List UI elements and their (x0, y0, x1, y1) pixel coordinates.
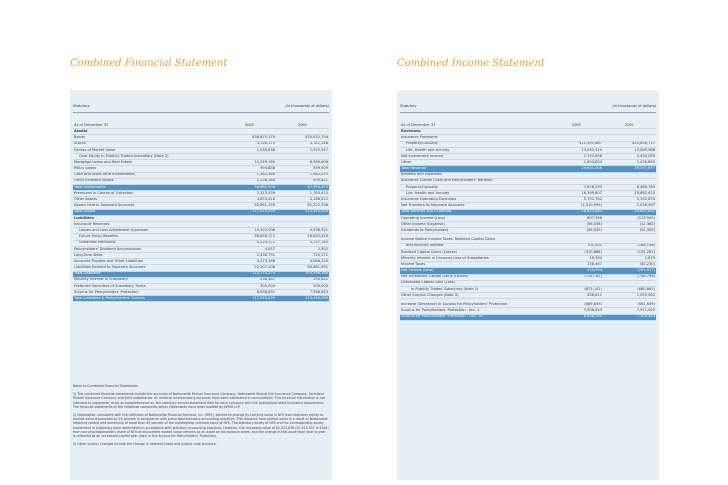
row-label: Policy Loans (73, 166, 223, 172)
row-label: Increase (Decrease) in Surplus for Policyholders' Protection (400, 302, 550, 308)
value-2002: 1,893,834 (550, 160, 603, 166)
row-label: Total Assets (73, 209, 223, 215)
value-2002: 4,229,272 (223, 240, 276, 246)
value-2001: 105,596,166 (276, 271, 329, 277)
value-2002: (689,849) (550, 302, 603, 308)
value-2002: 10,322,006 (223, 228, 276, 234)
value-2001: (30,230) (603, 262, 656, 268)
row-label: Liabilities Related to Separate Accounts (73, 265, 223, 271)
value-2001: 8,580,608 (276, 160, 329, 166)
row-label: Future Policy Benefits (73, 234, 223, 240)
value-2002: 701,551 (550, 243, 603, 249)
value-2002: 5,792,762 (550, 197, 603, 203)
row-label: Unrealized Capital Gain (Loss) (400, 280, 550, 286)
value-2001: 1,082,075 (276, 172, 329, 178)
value-2002: 4,273,166 (223, 259, 276, 265)
income-statement-title: Combined Income Statement (397, 58, 545, 69)
value-2001: 29,557,697 (603, 166, 656, 172)
value-2001: 509,821 (276, 178, 329, 184)
financial-header (73, 104, 329, 108)
row-label: Minority Interest in Subsidiary (73, 277, 223, 283)
income-header (400, 104, 656, 108)
column-header-2002: 2002 (223, 123, 276, 129)
row-label: Other Assets (73, 197, 223, 203)
row-label: Excess of Market Value (73, 147, 223, 153)
value-2001: 720,171 (276, 252, 329, 258)
value-2002: 28,823,663 (550, 209, 603, 215)
row-label: Total Benefits and Expenses (400, 209, 550, 215)
row-label: Assets (73, 129, 223, 135)
row-label: Insurance Premiums (400, 135, 550, 141)
row-label: Premiums in Course of Collection (73, 191, 223, 197)
value-2002: 3,134,175 (223, 141, 276, 147)
row-label: Net Income (Loss) (400, 268, 550, 274)
value-2001: 15,881,615 (603, 191, 656, 197)
value-2001: 2,430,085 (603, 153, 656, 159)
row-label: Operating Income (Loss) (400, 215, 550, 221)
row-label: Long-Term Debt (73, 252, 223, 258)
value-2002: 117,910,439 (223, 296, 276, 302)
row-label: Income Taxes (400, 262, 550, 268)
value-2001: 3,188,512 (276, 197, 329, 203)
value-2001: 26,632,416 (276, 234, 329, 240)
row-label: Life, Health and Annuity (400, 191, 550, 197)
value-2001: 290,641 (276, 277, 329, 283)
value-2002: 36,856,772 (223, 234, 276, 240)
value-2001: 1,783,415 (276, 191, 329, 197)
value-2002: (56,038) (550, 222, 603, 228)
value-2001: (748,798) (603, 274, 656, 280)
value-2001: $10,630,727 (603, 141, 656, 147)
value-2001: (188,136) (603, 243, 656, 249)
value-2002: 994,838 (223, 166, 276, 172)
row-label: Other (400, 160, 550, 166)
row-label: Mortgage Loans and Real Estate (73, 160, 223, 166)
value-2002: 138,497 (550, 262, 603, 268)
value-2001: 8,486,784 (603, 184, 656, 190)
row-label: Liabilities (73, 215, 223, 221)
units-label: (in thousands of dollars) (285, 104, 329, 108)
value-2002: 7,876,293 (550, 184, 603, 190)
value-2001: 2,030,567 (603, 203, 656, 209)
value-2002: 4,057 (223, 246, 276, 252)
total-row (73, 296, 329, 302)
row-label: Total Liabilities (73, 271, 223, 277)
header-divider (400, 112, 656, 113)
value-2002: 6,838,795 (550, 314, 603, 320)
value-2001: 29,691,642 (603, 209, 656, 215)
value-2002: $11,391,887 (550, 141, 603, 147)
row-label: Assets Held in Separate Accounts (73, 203, 223, 209)
row-label: Revenues (400, 129, 550, 135)
row-label: Life, Health and Annuity (400, 147, 550, 153)
row-label: Surplus for Policyholders' Protection (73, 290, 223, 296)
column-header-2002: 2002 (550, 123, 603, 129)
value-2002: 16,399,607 (550, 191, 603, 197)
row-label: Surplus for Policyholders' Protection - Jan. 1 (400, 308, 550, 314)
value-2001: (135,281) (603, 249, 656, 255)
row-label: Net Transfers to Separate Accounts (400, 203, 550, 209)
column-header-label: As of December 31 (400, 123, 550, 129)
note-paragraph: 3) Other surplus changes include the change in deferred taxes and surplus note issuance. (73, 442, 217, 447)
row-label: Benefits and Expenses (400, 172, 550, 178)
value-2001: 47,250,475 (276, 184, 329, 190)
row-label: Policyholders' Dividend Accumulation (73, 246, 223, 252)
value-2001: (12,362) (603, 222, 656, 228)
value-2002: (49,939) (550, 228, 603, 234)
value-2002: 18,354 (550, 255, 603, 261)
value-2001: 599,509 (276, 166, 329, 172)
balance-sheet-table (73, 123, 329, 302)
row-label: Other Surplus Changes (Note 3) (400, 293, 550, 299)
value-2002: 1,438,791 (223, 252, 276, 258)
value-2001: 7,309,443 (603, 314, 656, 320)
value-2001: 5,292,676 (603, 197, 656, 203)
value-2002: 1,361,368 (223, 172, 276, 178)
value-2002: (310,668) (550, 249, 603, 255)
row-label: and Minority Interest (400, 243, 550, 249)
row-label: Realized Capital Gains (Losses) (400, 249, 550, 255)
units-label: (in thousands of dollars) (612, 104, 656, 108)
value-2002: 2,792,856 (550, 153, 603, 159)
column-header-2001: 2001 (276, 123, 329, 129)
value-2002: 29,631,006 (550, 166, 603, 172)
value-2002: 300,000 (223, 283, 276, 289)
row-label: Total Revenue (400, 166, 550, 172)
value-2001: 113,445,089 (276, 209, 329, 215)
value-2002: 13,562,329 (550, 147, 603, 153)
notes-heading: Notes to Combined Financial Statements (73, 384, 139, 388)
value-2002: 1,236,160 (223, 178, 276, 184)
value-2001: 7,971,092 (603, 308, 656, 314)
value-2002: 10,249,180 (223, 160, 276, 166)
value-2002: 52,207,206 (223, 265, 276, 271)
value-2001: 113,445,089 (276, 296, 329, 302)
value-2002: 6,838,631 (223, 290, 276, 296)
header-divider (73, 112, 329, 113)
value-2001: 3,737,145 (276, 240, 329, 246)
value-2002: $38,875,179 (223, 135, 276, 141)
financial-statement-panel (70, 90, 332, 480)
value-2001: 3,781,148 (276, 141, 329, 147)
income-statement-panel (397, 90, 659, 480)
row-label: Cash and Short-Term Investments (73, 172, 223, 178)
value-2002: 1,033,838 (223, 147, 276, 153)
value-2001: (52,329) (603, 228, 656, 234)
row-label: Over Equity in Publicly Traded Subsidiary (Note 2) (73, 153, 223, 159)
value-2002: 52,861,155 (223, 203, 276, 209)
value-2001: 61,222,336 (276, 203, 329, 209)
value-2002: 456,811 (550, 293, 603, 299)
value-2002: 110,175,270 (223, 271, 276, 277)
row-label: Total Investments (73, 184, 223, 190)
row-label: Accounts Payable and Other Liabilities (73, 259, 223, 265)
row-label: Total Liabilities & Policyholders' Surplus (73, 296, 223, 302)
row-label: Minority Interest in (Income) Loss of Subsidiaries (400, 255, 550, 261)
note-paragraph: 2) Nationwide, consistent with the definition of Nationwide Financial Services, Inc. (NFS), elected to change its carrying value in NFS from statutory equity to market value discounted by 25 percent in accordance with prescribed statutory accounting practices. This discount from market value is a result of Nationwide retaining control and ownership of more than 63 percent of the outstanding common stock of NFS. The statutory equity of NFS and the corresponding equity investment in subsidiary were determined in accordance with statutory accounting practices. However, the increased value of $1,033,838 ($1,915,537 in 2001) from carrying Nationwide's share of NFS at discounted market value remains as an asset on the balance sheet, and the change in this asset from year to year is reflected as an unrealized capital gain (loss) in the Surplus for Policyholders' Protection. (73, 413, 330, 439)
statutory-label: Statutory (73, 104, 90, 108)
value-2001: 9,536,321 (276, 228, 329, 234)
value-2002: 7,508,643 (550, 308, 603, 314)
value-2002: (1,310,999) (550, 203, 603, 209)
row-label: Insurance Operating Expenses (400, 197, 550, 203)
financial-statement-title: Combined Financial Statement (70, 58, 228, 69)
value-2002: 2,313,439 (223, 191, 276, 197)
row-label: Property/Casualty (400, 184, 550, 190)
column-header-label: As of December 31 (73, 123, 223, 129)
value-2002: (726,785) (550, 274, 603, 280)
row-label: in Publicly Traded Subsidiary (Note 2) (400, 286, 550, 292)
row-label: Unearned Premiums (73, 240, 223, 246)
value-2001: 1,059,062 (603, 293, 656, 299)
value-2001: 15,065,986 (603, 147, 656, 153)
value-2001: (291,677) (603, 268, 656, 274)
value-2002: 807,348 (550, 215, 603, 221)
row-label: Dividends to Policyholders (400, 228, 550, 234)
row-label: Net Investment Income (400, 153, 550, 159)
statutory-label: Statutory (400, 104, 417, 108)
value-2001: 2,302 (276, 246, 329, 252)
row-label: Preferred Securities of Subsidiary Trusts (73, 283, 223, 289)
value-2001: 4,086,220 (276, 259, 329, 265)
row-label: Insurance Claims Costs and Policyholders' Benefits (400, 178, 550, 184)
row-label: Surplus for Policyholders' Protection - Dec. 31 (400, 314, 550, 320)
row-label: Losses and Loss Adjustment Expenses (73, 228, 223, 234)
value-2001: 60,881,591 (276, 265, 329, 271)
row-label: Bonds (73, 135, 223, 141)
value-2002: 56,884,508 (223, 184, 276, 190)
row-label: Other Invested Assets (73, 178, 223, 184)
value-2002: 4,853,416 (223, 197, 276, 203)
value-2002: 436,467 (223, 277, 276, 283)
financial-notes (73, 384, 329, 450)
value-2001: 1,675 (603, 255, 656, 261)
row-label: Property/Casualty (400, 141, 550, 147)
row-label: Income Before Income Taxes, Realized Capital Gains (400, 237, 550, 243)
total-row (400, 314, 656, 320)
value-2001: (123,945) (603, 215, 656, 221)
value-2002: 117,910,439 (223, 209, 276, 215)
value-2001: 1,915,537 (276, 147, 329, 153)
value-2001: 100,000 (276, 283, 329, 289)
value-2001: $30,032,704 (276, 135, 329, 141)
column-header-2001: 2001 (603, 123, 656, 129)
value-2001: (680,862) (603, 286, 656, 292)
value-2002: 550,994 (550, 268, 603, 274)
income-table (400, 123, 656, 321)
row-label: Insurance Reserves: (73, 222, 223, 228)
value-2001: 1,430,899 (603, 160, 656, 166)
row-label: Stocks (73, 141, 223, 147)
value-2001: (661,649) (603, 302, 656, 308)
row-label: Net Unrealized Capital Gains (Losses) (400, 274, 550, 280)
row-label: Other Income (Expense) (400, 222, 550, 228)
value-2001: 7,588,643 (276, 290, 329, 296)
note-paragraph: 1) The combined financial statements include the accounts of Nationwide Mutual Insurance Company, Nationwide Mutual Fire Insurance Company, Farmland Mutual Insurance Company and their subsidiaries. All material intercompany accounts have been eliminated in consolidation. This financial information is not intended to supersede, or be as comprehensive as, the statutory annual statement filed for each company with the appropriate state insurance department. The financial statements of the individual companies within Nationwide have been audited by KPMG LLP. (73, 392, 325, 409)
value-2002: (873,142) (550, 286, 603, 292)
